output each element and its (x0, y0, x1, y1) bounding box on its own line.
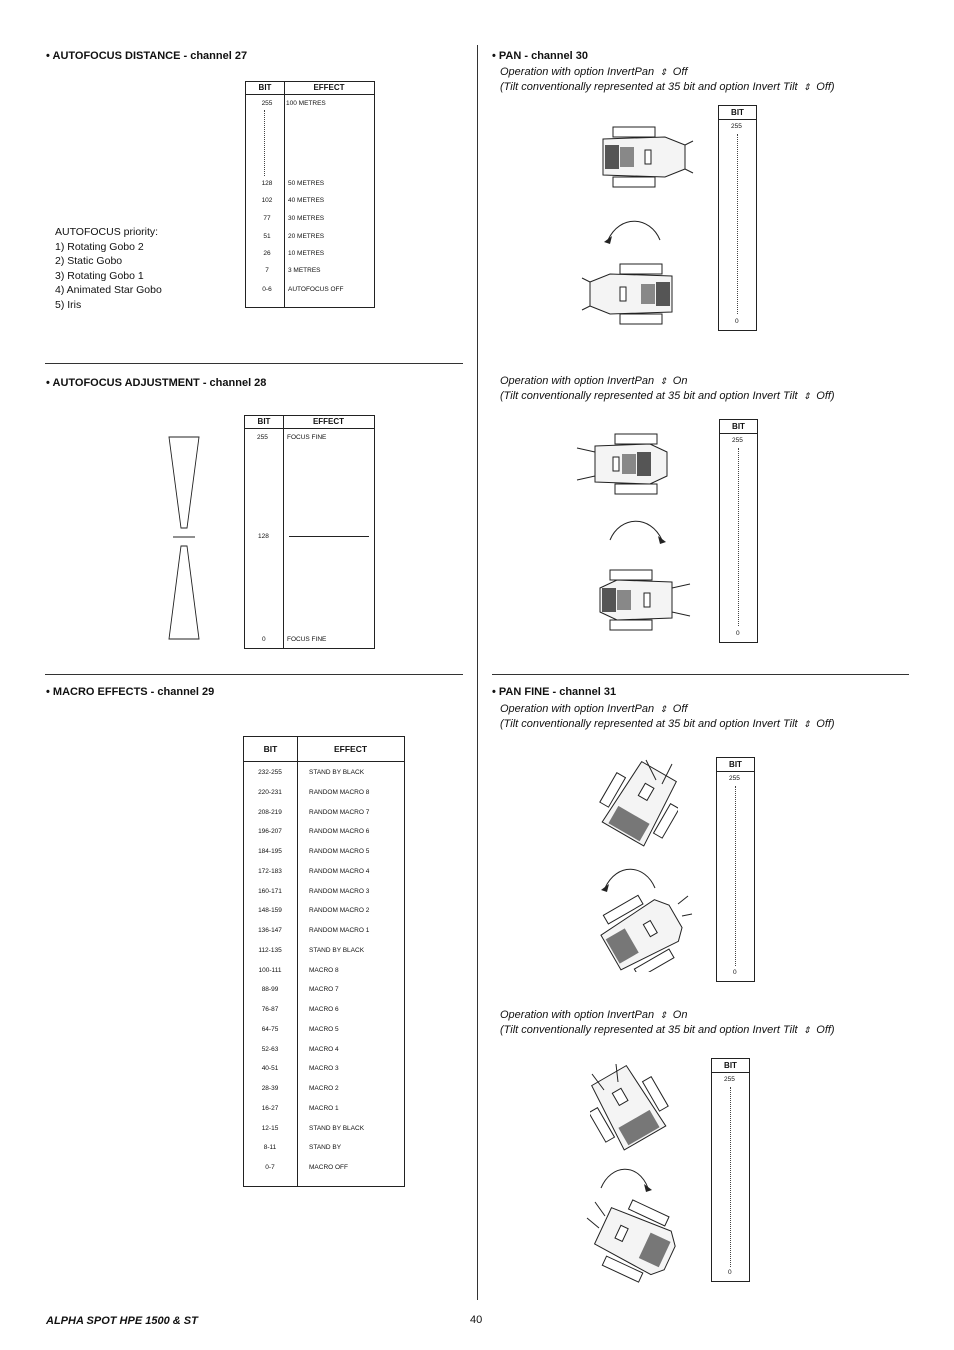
ch29-row-bit: 184-195 (258, 848, 282, 855)
ch27-priority (55, 225, 162, 312)
ch27-row-bit: 26 (263, 250, 271, 257)
ch29-row-bit: 172-183 (258, 867, 282, 875)
ch29-row-bit: 40-51 (261, 1065, 279, 1073)
ch29-hdr-bit: BIT (263, 744, 278, 754)
ch31-bit-top: 255 (724, 1076, 735, 1083)
ch27-row-bit: 77 (263, 215, 271, 222)
ch28-table-header (245, 416, 374, 429)
ch29-row-bit: 208-219 (258, 808, 282, 816)
ch30-op-on (500, 375, 687, 387)
ch29-row-bit: 232-255 (258, 769, 282, 776)
ch29-row-bit: 112-135 (258, 946, 282, 954)
ch31-tilt-note-1 (500, 718, 835, 730)
ch29-row-effect: RANDOM MACRO 4 (309, 867, 370, 875)
ch28-hdr-effect: EFFECT (312, 417, 345, 426)
ch29-row-bit: 28-39 (261, 1085, 279, 1092)
rotate-cw-arrow-icon (605, 512, 670, 547)
ch27-row-effect: 10 METRES (288, 250, 325, 257)
ch30-bit-top: 255 (731, 123, 742, 130)
ch29-row-bit: 12-15 (261, 1124, 279, 1132)
ch27-row-bit: 255 (261, 100, 273, 107)
ch30-tilt-state: Off) (816, 81, 835, 93)
rotate-ccw-arrow-icon (597, 860, 662, 895)
ch27-title: • AUTOFOCUS DISTANCE - channel 27 (46, 50, 248, 62)
ch29-row-effect: RANDOM MACRO 8 (309, 788, 370, 796)
ch28-bit-mid: 128 (258, 533, 269, 540)
ch30-bit-column-2 (719, 419, 758, 643)
ch29-row-bit: 16-27 (261, 1104, 279, 1112)
ch29-row-effect: RANDOM MACRO 5 (309, 848, 370, 855)
ch30-bit-header: BIT (719, 106, 756, 120)
left-divider-2 (45, 674, 463, 675)
ch27-row-bit: 102 (261, 197, 273, 204)
ch29-row-bit: 8-11 (263, 1144, 277, 1152)
ch29-row-effect: STAND BY BLACK (309, 946, 365, 954)
ch31-tilt-note-text: (Tilt conventionally represented at 35 bit and option Invert Tilt (500, 718, 798, 730)
ch31-bit-header: BIT (717, 758, 754, 772)
ch27-row-bit: 0-6 (262, 286, 272, 293)
updown-arrow-icon: ⇕ (657, 67, 670, 77)
updown-arrow-icon: ⇕ (800, 391, 814, 401)
ch30-title: • PAN - channel 30 (492, 50, 588, 62)
ch30-tilt-note-text: (Tilt conventionally represented at 35 bit and option Invert Tilt (500, 390, 798, 402)
ch27-table-header (246, 82, 374, 95)
ch29-row-effect: MACRO 5 (309, 1025, 339, 1033)
ch31-op-off (500, 703, 687, 715)
ch27-row-effect: 20 METRES (288, 233, 325, 240)
ch30-op-off (500, 66, 687, 78)
ch27-priority-title: AUTOFOCUS priority: (55, 226, 159, 238)
ch27-row-bit: 128 (261, 180, 273, 187)
ch31-bit-dots (735, 786, 736, 966)
ch30-tilt-note-text: (Tilt conventionally represented at 35 bit and option Invert Tilt (500, 81, 798, 93)
ch29-row-bit: 0-7 (265, 1164, 275, 1171)
ch31-bit-column-1 (716, 757, 755, 982)
ch28-table (244, 415, 375, 649)
ch29-row-bit: 64-75 (261, 1025, 279, 1033)
updown-arrow-icon: ⇕ (657, 376, 670, 386)
ch31-tilt-note-text: (Tilt conventionally represented at 35 bit and option Invert Tilt (500, 1024, 798, 1036)
ch29-row-effect: RANDOM MACRO 7 (309, 808, 370, 816)
ch27-hdr-effect: EFFECT (313, 83, 345, 92)
ch29-row-bit: 100-111 (258, 966, 282, 974)
ch29-table (243, 736, 405, 1187)
ch29-row-effect: STAND BY (309, 1144, 342, 1152)
updown-arrow-icon: ⇕ (657, 1010, 670, 1020)
ch29-row-bit: 220-231 (258, 788, 282, 796)
rotate-cw-arrow-icon (596, 1160, 656, 1195)
updown-arrow-icon: ⇕ (800, 82, 814, 92)
ch27-priority-item: 4) Animated Star Gobo (55, 284, 162, 296)
ch29-row-effect: STAND BY BLACK (309, 769, 365, 776)
ch27-priority-item: 3) Rotating Gobo 1 (55, 269, 144, 282)
ch28-bit-bottom: 0 (262, 636, 266, 643)
moving-head-top-4 (592, 568, 692, 633)
ch29-row-effect: RANDOM MACRO 1 (309, 927, 370, 934)
center-divider (477, 45, 478, 1300)
ch29-row-bit: 136-147 (258, 927, 282, 934)
ch29-title: • MACRO EFFECTS - channel 29 (46, 686, 215, 698)
ch27-priority-item: 1) Rotating Gobo 2 (55, 240, 144, 253)
ch27-hdr-bit: BIT (258, 83, 272, 92)
ch27-row-effect: 30 METRES (288, 215, 325, 222)
ch29-row-bit: 160-171 (258, 887, 282, 895)
ch30-bit-top: 255 (732, 437, 743, 444)
ch29-col-divider (297, 737, 298, 1186)
focus-beam-diagram (165, 436, 203, 642)
ch29-row-bit: 148-159 (258, 907, 282, 915)
ch27-row-bit: 7 (265, 267, 269, 274)
ch30-op-off-text: Operation with option InvertPan (500, 66, 655, 78)
ch29-row-bit: 52-63 (261, 1045, 279, 1053)
ch30-op-off-state: Off (672, 66, 688, 78)
ch27-row-effect: 100 METRES (286, 100, 326, 107)
ch28-mid-line (289, 536, 369, 537)
ch30-bit-column-1 (718, 105, 757, 331)
ch30-tilt-state: Off) (816, 390, 835, 402)
moving-head-tilted-1 (598, 758, 678, 858)
ch27-row-bit: 51 (263, 233, 271, 240)
ch27-priority-item: 2) Static Gobo (55, 255, 123, 267)
ch29-row-bit: 88-99 (261, 986, 279, 994)
ch30-op-on-state: On (672, 375, 688, 387)
ch31-op-on-state: On (672, 1009, 688, 1021)
ch27-range-dots (264, 110, 265, 176)
ch31-bit-bottom: 0 (733, 969, 737, 976)
left-divider-1 (45, 363, 463, 364)
ch29-row-effect: RANDOM MACRO 2 (309, 907, 370, 915)
ch27-priority-item: 5) Iris (55, 298, 82, 311)
ch28-hdr-bit: BIT (257, 417, 271, 426)
ch27-row-effect: 40 METRES (288, 197, 325, 204)
footer-product: ALPHA SPOT HPE 1500 & ST (46, 1315, 198, 1327)
ch27-table (245, 81, 375, 308)
footer-page-number: 40 (470, 1314, 483, 1326)
ch31-title: • PAN FINE - channel 31 (492, 686, 617, 698)
ch29-row-effect: MACRO 2 (309, 1085, 339, 1092)
ch29-row-effect: MACRO 1 (309, 1104, 339, 1112)
ch31-bit-bottom: 0 (728, 1269, 732, 1276)
ch31-bit-column-2 (711, 1058, 750, 1282)
ch31-tilt-state: Off) (816, 718, 835, 730)
moving-head-top-1 (595, 125, 695, 190)
ch29-row-effect: MACRO 6 (309, 1006, 339, 1013)
ch29-row-effect: STAND BY BLACK (309, 1124, 365, 1132)
ch30-tilt-note-1 (500, 81, 835, 93)
updown-arrow-icon: ⇕ (800, 719, 814, 729)
ch27-row-effect: 50 METRES (288, 180, 325, 187)
updown-arrow-icon: ⇕ (800, 1025, 814, 1035)
ch29-row-effect: MACRO OFF (309, 1164, 348, 1171)
ch31-op-off-state: Off (672, 703, 688, 715)
ch30-bit-dots (737, 134, 738, 314)
ch31-tilt-state: Off) (816, 1024, 835, 1036)
ch28-col-divider (283, 416, 284, 648)
ch29-hdr-effect: EFFECT (333, 744, 368, 754)
ch27-row-effect: 3 METRES (288, 267, 321, 274)
ch28-title: • AUTOFOCUS ADJUSTMENT - channel 28 (46, 377, 267, 389)
ch29-row-effect: RANDOM MACRO 3 (309, 887, 370, 895)
ch30-bit-header: BIT (720, 420, 757, 434)
ch30-bit-bottom: 0 (736, 630, 740, 637)
ch30-op-on-text: Operation with option InvertPan (500, 375, 655, 387)
moving-head-tilted-4 (585, 1198, 680, 1283)
ch31-op-on (500, 1009, 687, 1021)
ch29-row-effect: MACRO 3 (309, 1065, 339, 1073)
ch30-tilt-note-2 (500, 390, 835, 402)
ch29-row-bit: 196-207 (258, 828, 282, 836)
ch27-col-divider (284, 82, 285, 307)
ch30-bit-bottom: 0 (735, 318, 739, 325)
ch29-row-bit: 76-87 (261, 1006, 279, 1013)
moving-head-tilted-3 (590, 1062, 670, 1162)
ch29-row-effect: MACRO 7 (309, 986, 339, 994)
ch29-table-header (244, 737, 404, 762)
ch30-bit-dots (738, 448, 739, 626)
ch31-op-off-text: Operation with option InvertPan (500, 703, 655, 715)
ch28-effect-top: FOCUS FINE (287, 434, 327, 441)
ch31-tilt-note-2 (500, 1024, 835, 1036)
ch31-bit-header: BIT (712, 1059, 749, 1073)
ch29-row-effect: RANDOM MACRO 6 (309, 828, 370, 836)
ch27-row-effect: AUTOFOCUS OFF (288, 286, 344, 293)
moving-head-top-3 (575, 432, 675, 497)
right-divider-1 (492, 674, 909, 675)
ch28-bit-top: 255 (257, 434, 268, 441)
ch28-effect-bottom: FOCUS FINE (287, 636, 327, 643)
moving-head-tilted-2 (598, 892, 693, 972)
ch31-op-on-text: Operation with option InvertPan (500, 1009, 655, 1021)
ch31-bit-dots (730, 1087, 731, 1267)
ch31-bit-top: 255 (729, 775, 740, 782)
rotate-ccw-arrow-icon (600, 212, 665, 247)
updown-arrow-icon: ⇕ (657, 704, 670, 714)
moving-head-top-2 (580, 262, 680, 327)
ch29-row-effect: MACRO 8 (309, 966, 339, 974)
ch29-row-effect: MACRO 4 (309, 1045, 339, 1053)
